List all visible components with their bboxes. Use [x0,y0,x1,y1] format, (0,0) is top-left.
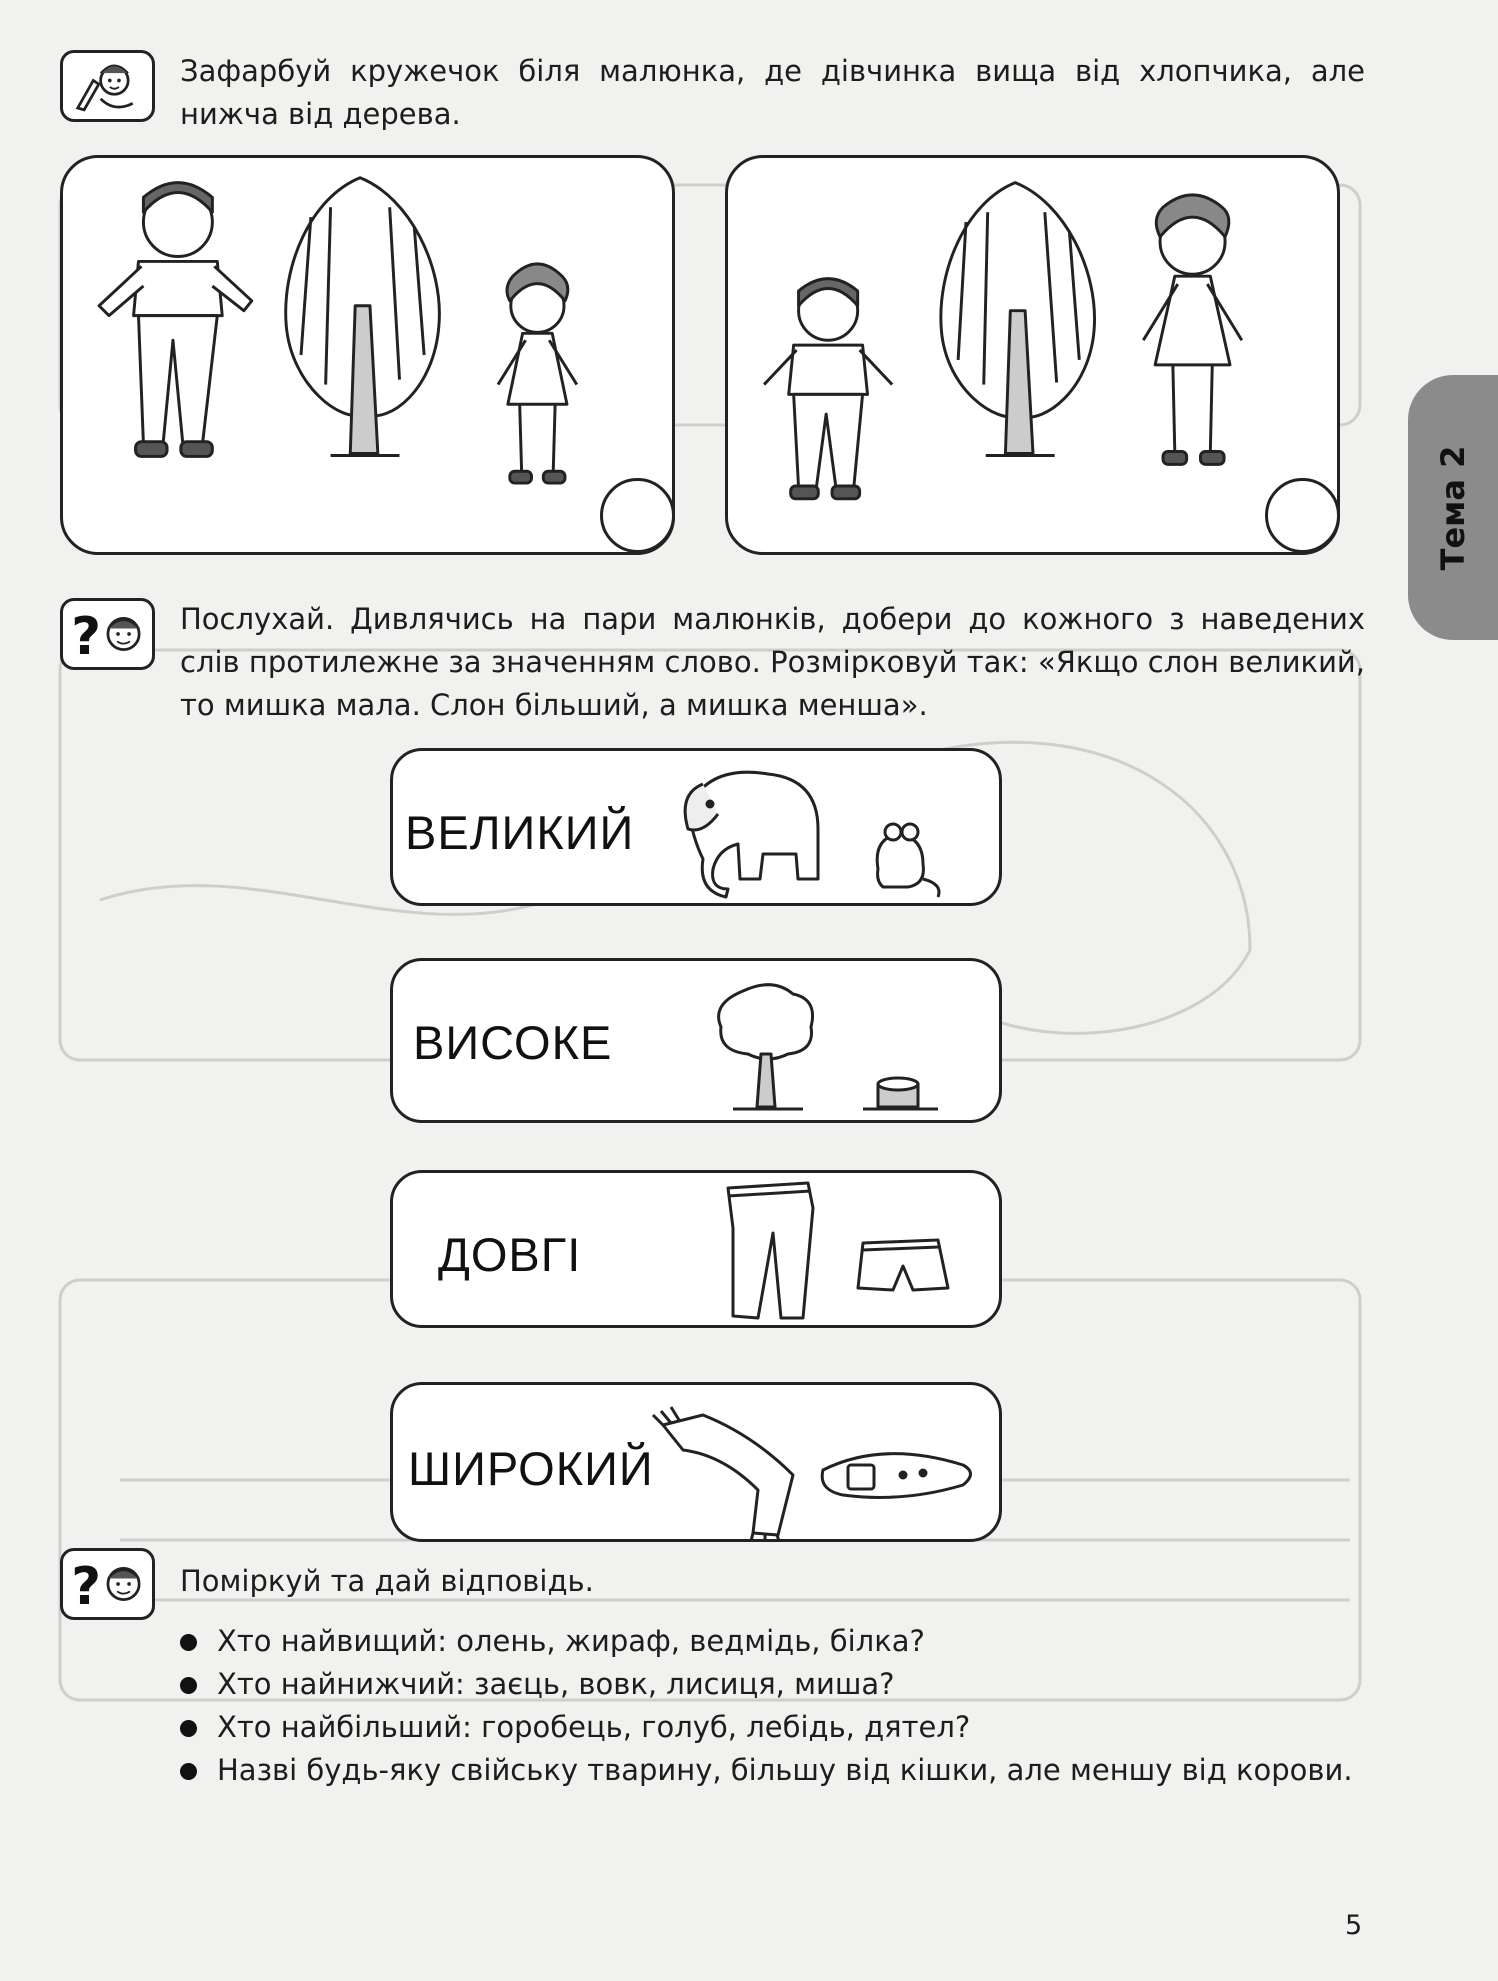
task1-instruction: Зафарбуй кружечок біля малюнка, де дівчинка вища від хлопчика, але нижча від дерева. [180,54,1365,131]
list-item [175,1620,1375,1663]
answer-circle-b[interactable] [1265,478,1340,553]
option-picture-a [60,155,675,555]
scarf-belt-icons [643,1395,983,1540]
trousers-shorts-icons [703,1178,963,1326]
tree-icon [719,985,813,1059]
word-card-wide [390,1382,1002,1542]
word-high: ВИСОКЕ [413,1016,613,1069]
task2-instruction: Послухай. Дивлячись на пари малюнків, добери до кожного з наведених слів протилежне за значенням слово. Розмірковуй так: «Якщо слон великий, то мишка мала. Слон більший, а мишка менша». [180,602,1365,722]
question-text: Назві будь-яку свійську тварину, більшу від кішки, але меншу від корови. [217,1753,1353,1787]
bullet-icon [180,1677,197,1694]
list-item [175,1663,1375,1706]
trousers-icon [728,1183,813,1318]
bullet-icon [180,1763,197,1780]
word-card-high [390,958,1002,1123]
svg-text:?: ? [71,607,102,667]
topic-side-tab [1408,375,1498,640]
word-card-big [390,748,1002,906]
word-card-long [390,1170,1002,1328]
question-text: Хто найвищий: олень, жираф, ведмідь, білка? [217,1624,925,1658]
scarf-icon [663,1415,793,1535]
boy-tree-girl-illustration-a [63,158,672,552]
mouse-icon [877,834,923,887]
boy-tree-girl-illustration-b [728,158,1337,552]
list-item [175,1749,1375,1792]
task2-question-child-icon [60,598,155,670]
elephant-mouse-icons [648,759,948,901]
svg-text:?: ? [71,1557,102,1617]
list-item [175,1706,1375,1749]
bullet-icon [180,1720,197,1737]
elephant-icon [688,772,818,897]
word-big: ВЕЛИКИЙ [405,806,635,859]
belt-icon [822,1454,970,1498]
word-long: ДОВГІ [438,1228,582,1281]
word-wide: ШИРОКИЙ [408,1442,654,1495]
answer-circle-a[interactable] [600,478,675,553]
question-text: Хто найнижчий: заєць, вовк, лисиця, миша? [217,1667,895,1701]
task3-instruction: Поміркуй та дай відповідь. [180,1564,594,1598]
topic-tab-label: Тема 2 [1434,445,1472,570]
task3-question-child-icon [60,1548,155,1620]
tree-stump-icons [693,979,953,1119]
option-picture-b [725,155,1340,555]
question-list [175,1620,1375,1792]
page-number: 5 [1345,1910,1363,1941]
bullet-icon [180,1634,197,1651]
task1-child-drawing-icon [60,50,155,122]
question-text: Хто найбільший: горобець, голуб, лебідь, дятел? [217,1710,971,1744]
